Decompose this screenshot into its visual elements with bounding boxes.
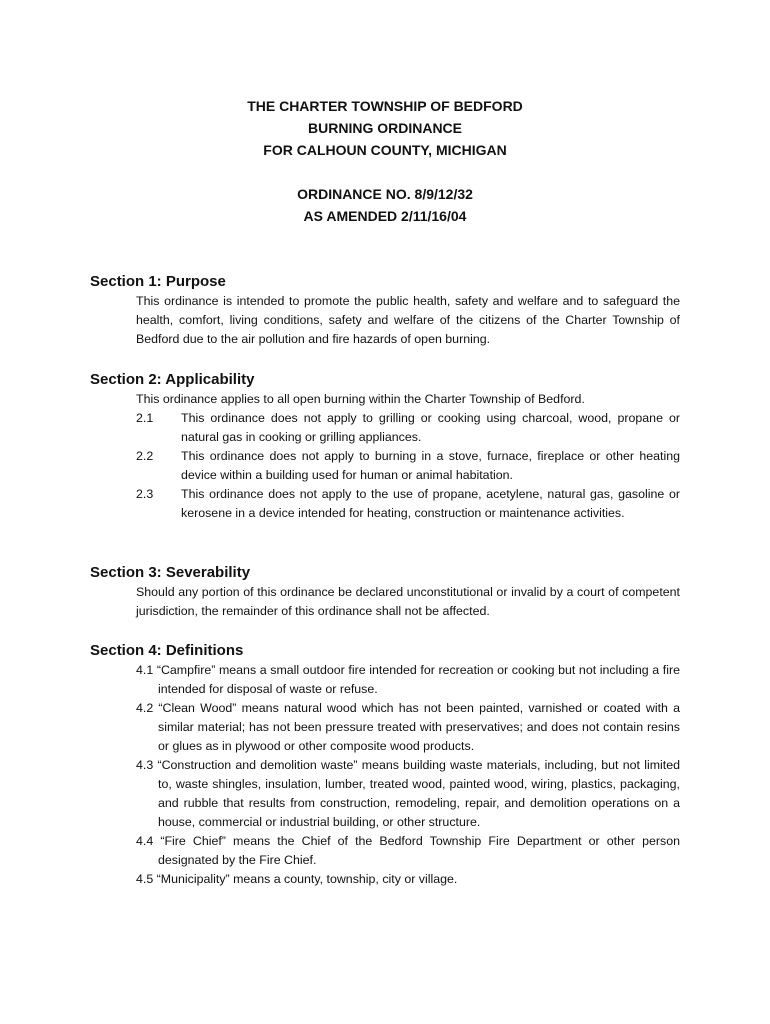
definition-item: 4.1 “Campfire” means a small outdoor fire intended for recreation or cooking but not including a fire intended for disposal of waste or refuse.: [136, 663, 680, 696]
section-heading: Section 2: Applicability: [90, 371, 255, 388]
item-text: This ordinance does not apply to burning in a stove, furnace, fireplace or other heating device within a building used for human or animal habitation.: [181, 449, 680, 482]
section-text: Should any portion of this ordinance be declared unconstitutional or invalid by a court of competent jurisdiction, the remainder of this ordinance shall not be affected.: [136, 585, 680, 618]
item-text: This ordinance does not apply to the use of propane, acetylene, natural gas, gasoline or kerosene in a device intended for heating, construction or maintenance activities.: [181, 487, 680, 520]
definition-item: 4.2 “Clean Wood” means natural wood which has not been painted, varnished or coated with a similar material; has not been pressure treated with preservatives; and does not contain resins or glues as in plywood or other composite wood products.: [136, 701, 680, 753]
section-applicability: [90, 370, 680, 523]
section-text: This ordinance is intended to promote the public health, safety and welfare and to safeguard the health, comfort, living conditions, safety and welfare of the citizens of the Charter Township of Bedford due to the air pollution and fire hazards of open burning.: [136, 294, 680, 346]
item-text: This ordinance does not apply to grilling or cooking using charcoal, wood, propane or natural gas in cooking or grilling appliances.: [181, 411, 680, 444]
definition-item: 4.3 “Construction and demolition waste” means building waste materials, including, but not limited to, waste shingles, insulation, lumber, treated wood, painted wood, wiring, plastics, packaging, and rubble that results from construction, remodeling, repair, and demolition operations on a house, commercial or industrial building, or other structure.: [136, 758, 680, 829]
document-title: [0, 95, 770, 227]
section-definitions: [90, 641, 680, 889]
section-severability: [90, 563, 680, 621]
definition-item: 4.4 “Fire Chief” means the Chief of the Bedford Township Fire Department or other person designated by the Fire Chief.: [136, 834, 680, 867]
title-line-ordinance: BURNING ORDINANCE: [308, 120, 462, 136]
title-line-county: FOR CALHOUN COUNTY, MICHIGAN: [263, 142, 507, 158]
section-heading: Section 4: Definitions: [90, 642, 244, 659]
list-item: [136, 485, 680, 523]
section-heading: Section 3: Severability: [90, 564, 251, 581]
item-number: 2.2: [136, 449, 154, 463]
title-line-township: THE CHARTER TOWNSHIP OF BEDFORD: [247, 98, 523, 114]
section-purpose: [90, 272, 680, 349]
list-item: [136, 447, 680, 485]
section-text: This ordinance applies to all open burning within the Charter Township of Bedford.: [136, 392, 585, 406]
ordinance-number: ORDINANCE NO. 8/9/12/32: [297, 186, 473, 202]
definition-item: 4.5 “Municipality” means a county, township, city or village.: [136, 872, 458, 886]
amended-date: AS AMENDED 2/11/16/04: [303, 208, 467, 224]
list-item: [136, 409, 680, 447]
item-number: 2.1: [136, 411, 154, 425]
item-number: 2.3: [136, 487, 154, 501]
section-heading: Section 1: Purpose: [90, 273, 226, 290]
